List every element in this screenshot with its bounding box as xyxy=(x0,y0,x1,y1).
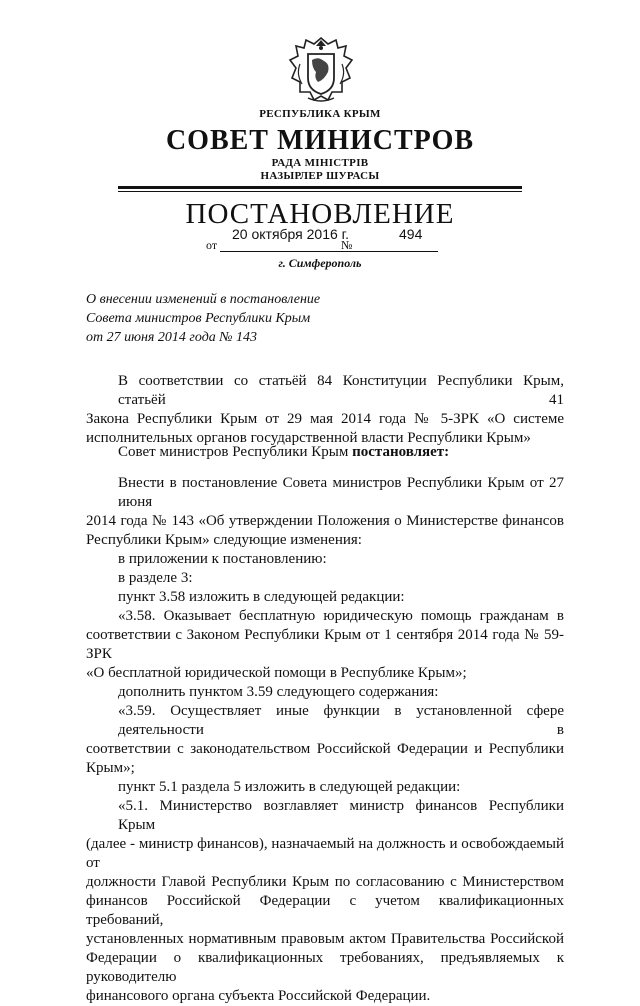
document-city: г. Симферополь xyxy=(278,256,362,270)
subject-line: О внесении изменений в постановление xyxy=(86,292,321,307)
body-line: Внести в постановление Совета министров Республики Крым от 27 июня xyxy=(118,475,564,510)
body-line: установленных нормативным правовым актом Правительства Российской xyxy=(86,931,564,947)
body-line: пункт 3.58 изложить в следующей редакции: xyxy=(118,589,405,605)
resolution-verb: постановляет: xyxy=(352,444,450,460)
body-line: пункт 5.1 раздела 5 изложить в следующей редакции: xyxy=(118,779,461,795)
body-line: Республики Крым» следующие изменения: xyxy=(86,532,362,548)
body-line: 2014 года № 143 «Об утверждении Положения о Министерстве финансов xyxy=(86,513,564,529)
header-divider-thick xyxy=(118,186,522,189)
date-prefix: от xyxy=(206,238,218,252)
body-line: соответствии с Законом Республики Крым от 1 сентября 2014 года № 59-ЗРК xyxy=(86,627,564,662)
date-underline xyxy=(220,251,354,252)
body-line: «5.1. Министерство возглавляет министр финансов Республики Крым xyxy=(118,798,564,833)
body-line: Федерации о квалификационных требованиях, предъявляемых к руководителю xyxy=(86,950,564,985)
republic-name: РЕСПУБЛИКА КРЫМ xyxy=(259,108,381,120)
document-subject xyxy=(86,290,320,347)
body-line: в разделе 3: xyxy=(118,570,193,586)
amendments-body xyxy=(86,474,564,1006)
document-date: 20 октября 2016 г. xyxy=(232,226,349,242)
crimea-coat-of-arms-icon xyxy=(286,34,356,106)
body-line: «3.58. Оказывает бесплатную юридическую помощь гражданам в xyxy=(118,608,564,624)
council-title: СОВЕТ МИНИСТРОВ xyxy=(165,125,475,156)
subject-line: Совета министров Республики Крым xyxy=(86,311,311,326)
council-title-ukrainian: РАДА МІНІСТРІВ xyxy=(271,157,369,169)
resolution-lead: Совет министров Республики Крым xyxy=(118,444,349,460)
body-line: в приложении к постановлению: xyxy=(118,551,327,567)
preamble-line: Закона Республики Крым от 29 мая 2014 года № 5-ЗРК «О системе xyxy=(86,411,564,427)
subject-line: от 27 июня 2014 года № 143 xyxy=(86,330,257,345)
document-type-title: ПОСТАНОВЛЕНИЕ xyxy=(185,198,455,230)
document-number: 494 xyxy=(399,226,423,242)
body-line: финансов Российской Федерации с учетом квалификационных требований, xyxy=(86,893,564,928)
body-line: должности Главой Республики Крым по согласованию с Министерством xyxy=(86,874,564,890)
body-line: (далее - министр финансов), назначаемый на должность и освобождаемый от xyxy=(86,836,564,871)
preamble-line: В соответствии со статьёй 84 Конституции Республики Крым, статьёй 41 xyxy=(118,373,564,408)
body-line: «3.59. Осуществляет иные функции в установленной сфере деятельности в xyxy=(118,703,564,738)
body-line: Крым»; xyxy=(86,760,135,776)
body-line: «О бесплатной юридической помощи в Республике Крым»; xyxy=(86,665,467,681)
council-title-crimean-tatar: НАЗЫРЛЕР ШУРАСЫ xyxy=(260,170,380,182)
header-divider-thin xyxy=(118,191,522,192)
resolution-line xyxy=(86,443,564,462)
preamble xyxy=(86,372,564,448)
preamble-line: исполнительных органов государственной власти Республики Крым» xyxy=(86,430,531,446)
body-line: соответствии с законодательством Российской Федерации и Республики xyxy=(86,741,564,757)
body-line: финансового органа субъекта Российской Федерации. xyxy=(86,988,431,1004)
number-underline xyxy=(354,251,438,252)
body-line: дополнить пунктом 3.59 следующего содержания: xyxy=(118,684,439,700)
number-prefix: № xyxy=(341,238,353,252)
